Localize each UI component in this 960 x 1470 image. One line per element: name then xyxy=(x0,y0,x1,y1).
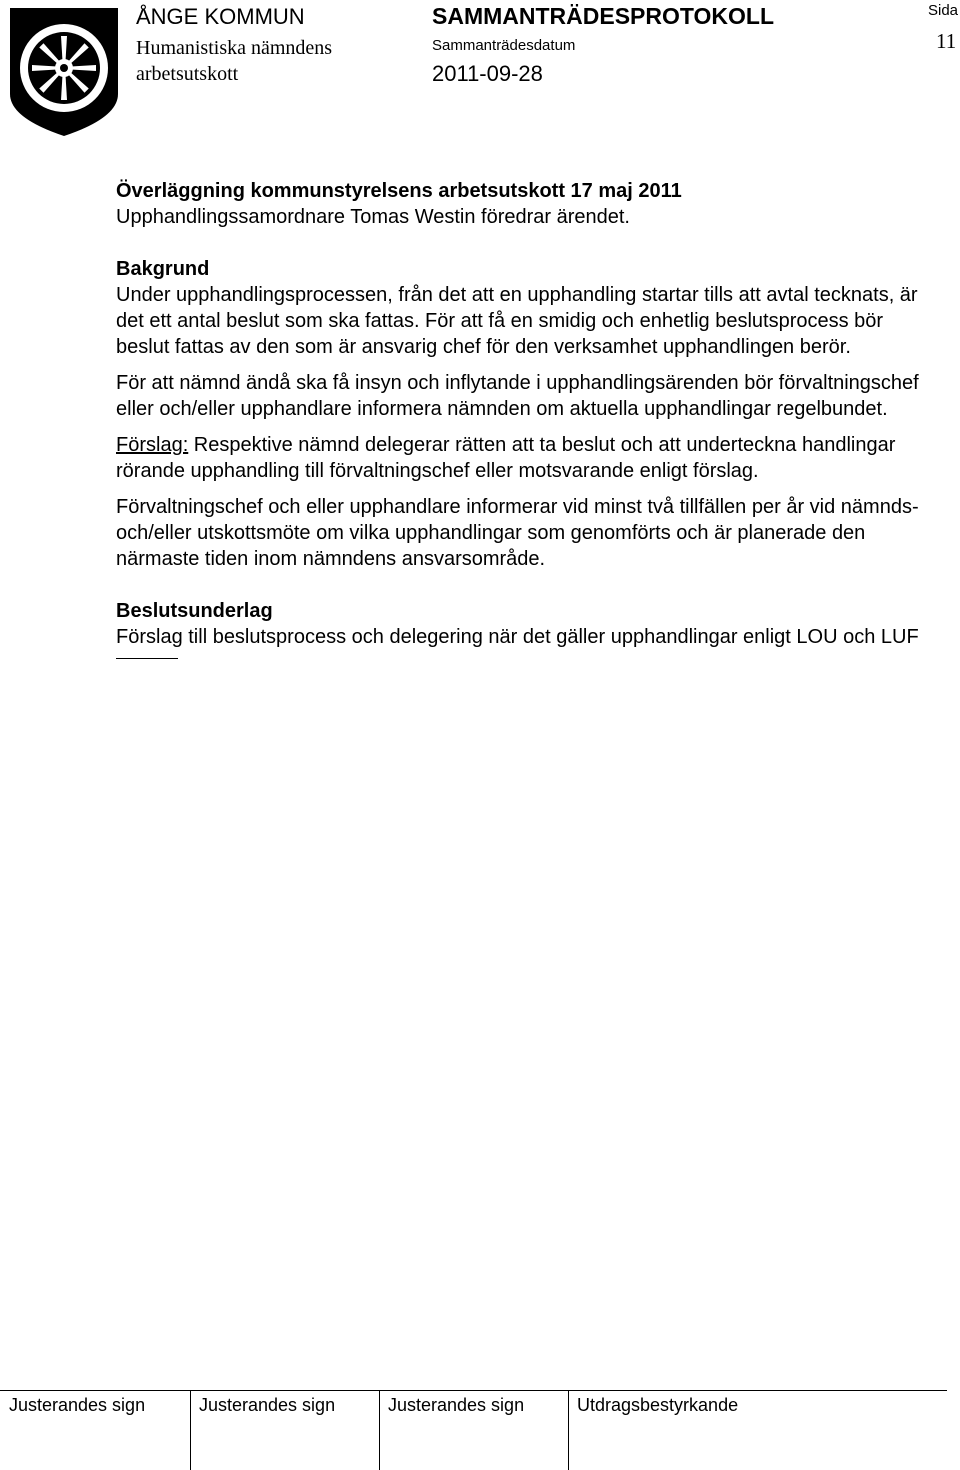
footer-signature-1: Justerandes sign xyxy=(9,1395,146,1415)
proposal-label: Förslag: xyxy=(116,434,189,456)
background-heading: Bakgrund xyxy=(116,258,210,280)
document-body xyxy=(116,178,936,659)
deliberation-text: Upphandlingssamordnare Tomas Westin föredrar ärendet. xyxy=(116,206,630,228)
proposal-paragraph-2: Förvaltningschef och eller upphandlare informerar vid minst två tillfällen per år vid nämnds- och/eller utskottsmöte om vilka upphandlingar som genomförts och är planerade den närmaste tiden inom nämndens ansvarsområde. xyxy=(116,496,919,570)
background-paragraph-2: För att nämnd ändå ska få insyn och inflytande i upphandlingsärenden bör förvaltningschef eller och/eller upphandlare informera nämnden om aktuella upphandlingar regelbundet. xyxy=(116,372,919,420)
background-paragraph-1: Under upphandlingsprocessen, från det att en upphandling startar tills att avtal tecknats, är det ett antal beslut som ska fattas. För att få en smidig och enhetlig beslutsprocess bör beslut fattas av den som är ansvarig chef för den verksamhet upphandlingen berör. xyxy=(116,284,918,358)
municipal-wheel-shield-icon xyxy=(8,6,120,138)
footer-signature-2: Justerandes sign xyxy=(190,1391,380,1470)
end-divider xyxy=(116,658,178,659)
proposal-text: Respektive nämnd delegerar rätten att ta beslut och att underteckna handlingar rörande upphandling till förvaltningschef eller motsvarande enligt förslag. xyxy=(116,434,896,482)
committee-name-line2: arbetsutskott xyxy=(136,63,239,85)
signature-footer xyxy=(0,1390,947,1470)
basis-heading: Beslutsunderlag xyxy=(116,600,273,622)
page-label: Sida xyxy=(928,2,959,19)
deliberation-heading: Överläggning kommunstyrelsens arbetsutskott 17 maj 2011 xyxy=(116,180,682,202)
basis-text: Förslag till beslutsprocess och delegering när det gäller upphandlingar enligt LOU och LUF xyxy=(116,626,919,648)
committee-name-line1: Humanistiska nämndens xyxy=(136,37,333,59)
document-type: SAMMANTRÄDESPROTOKOLL xyxy=(432,3,775,29)
meeting-date-label: Sammanträdesdatum xyxy=(432,37,576,54)
proposal-paragraph xyxy=(116,432,936,484)
footer-signature-3: Justerandes sign xyxy=(379,1391,569,1470)
page-number: 11 xyxy=(936,29,957,53)
organization-name: ÅNGE KOMMUN xyxy=(136,4,305,29)
meeting-date: 2011-09-28 xyxy=(432,61,543,86)
footer-certification: Utdragsbestyrkande xyxy=(568,1391,947,1470)
municipal-logo xyxy=(8,6,120,138)
